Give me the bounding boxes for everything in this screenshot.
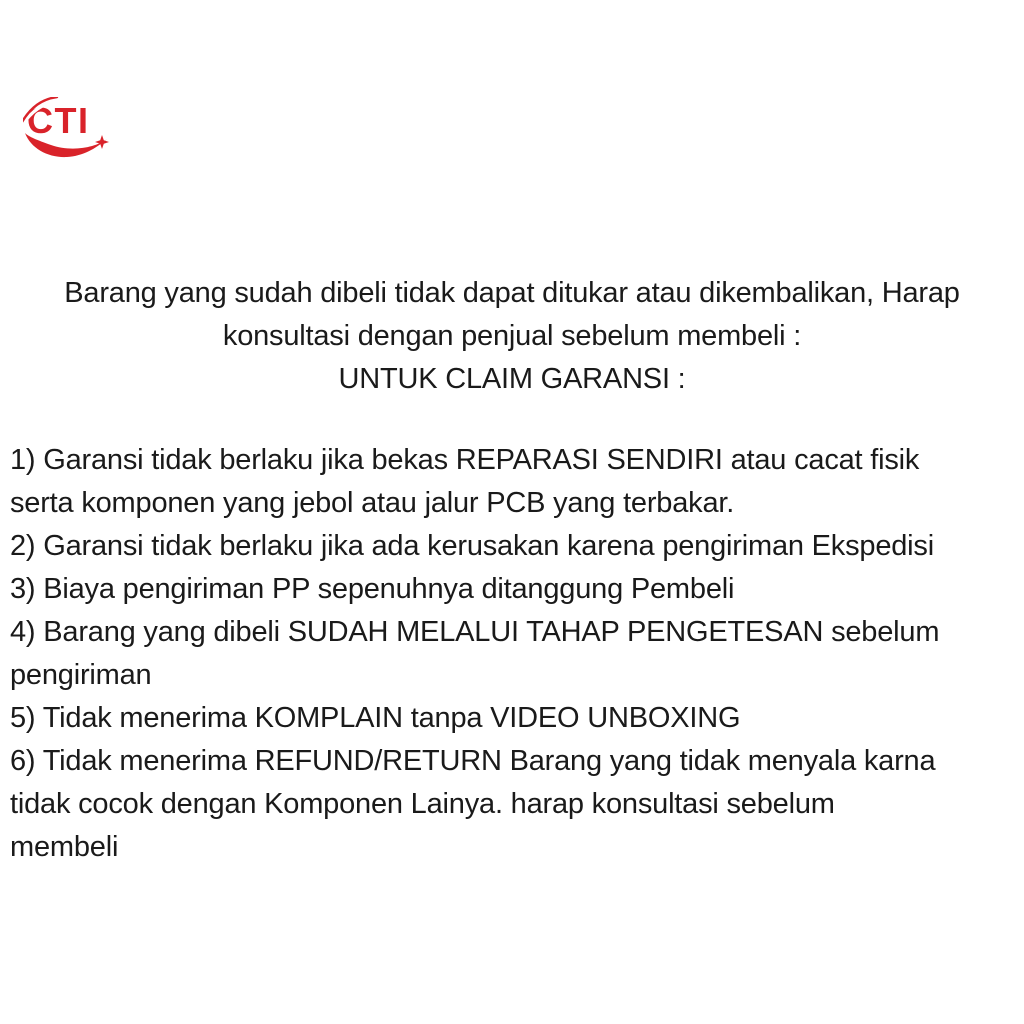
text-line: tidak cocok dengan Komponen Lainya. harap konsultasi sebelum	[10, 788, 835, 820]
text-line: 5) Tidak menerima KOMPLAIN tanpa VIDEO UNBOXING	[10, 702, 741, 734]
cti-logo	[23, 97, 113, 161]
intro-paragraph	[0, 272, 1024, 401]
text-line: 3) Biaya pengiriman PP sepenuhnya ditanggung Pembeli	[10, 573, 735, 605]
text-line: pengiriman	[10, 659, 152, 691]
text-line: 4) Barang yang dibeli SUDAH MELALUI TAHAP PENGETESAN sebelum	[10, 616, 940, 648]
text-line: membeli	[10, 831, 119, 863]
text-line: 6) Tidak menerima REFUND/RETURN Barang yang tidak menyala karna	[10, 745, 936, 777]
text-line: konsultasi dengan penjual sebelum membeli :	[222, 320, 802, 352]
text-line: 2) Garansi tidak berlaku jika ada kerusakan karena pengiriman Ekspedisi	[10, 530, 934, 562]
warranty-terms	[10, 439, 1022, 869]
text-line: serta komponen yang jebol atau jalur PCB yang terbakar.	[10, 487, 735, 519]
text-line: UNTUK CLAIM GARANSI :	[338, 363, 686, 395]
text-line: 1) Garansi tidak berlaku jika bekas REPARASI SENDIRI atau cacat fisik	[10, 444, 920, 476]
sparkle-icon	[95, 135, 109, 149]
cti-logo-text: CTI	[27, 100, 90, 141]
text-line: Barang yang sudah dibeli tidak dapat ditukar atau dikembalikan, Harap	[64, 277, 960, 309]
